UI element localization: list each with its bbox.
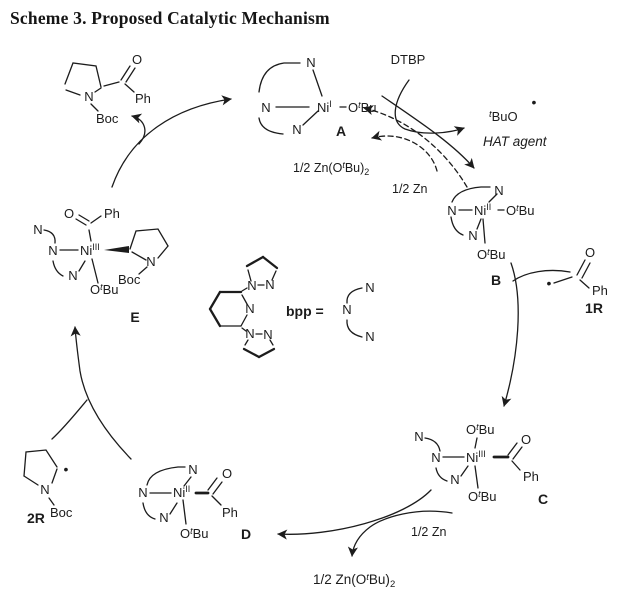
complex-a [259,55,377,139]
atom-n: N [33,222,43,237]
atom-o: O [131,52,143,67]
chelate-arc [53,261,63,276]
ring-bond [66,90,80,95]
atom-n: N [292,122,302,137]
ni-center: $Ni^{III}$ [80,242,100,258]
ring-bond [52,469,57,483]
species-2r [24,450,73,526]
atom-n: N [342,302,352,317]
boc-label: Boc [96,111,119,126]
chelate-arc [451,217,463,235]
tbuo-radical-label: $^t$BuO [489,109,518,124]
otbu-ligand: $O^tBu$ [468,489,497,504]
atom-o: O [221,466,233,481]
atom-o: O [520,432,532,447]
complex-d [138,462,251,542]
chelate-arc [452,187,490,202]
label-complex-a: A [335,123,347,139]
ring-bond [65,63,101,87]
bond [92,259,98,283]
atom-n: N [68,268,78,283]
bond [475,438,477,448]
ring-bond [210,292,220,309]
arrow-d-to-e [75,327,131,459]
chelate-arc [147,467,185,485]
label-complex-c: C [537,491,549,507]
merge-line-2r [52,400,87,439]
atom-o: O [584,245,596,260]
phenyl-label: Ph [135,91,151,106]
bond [212,496,221,505]
double-bond [582,263,590,278]
bond [313,70,322,96]
atom-n: N [263,327,273,342]
bond [170,503,177,514]
dtbp-label: DTBP [390,52,426,67]
atom-n: N [247,278,257,293]
phenyl-label: Ph [523,469,539,484]
bond [49,498,54,505]
dashed-hook-zn [372,136,437,171]
atom-n: N [138,485,148,500]
double-bond [76,219,86,225]
arrow-c-to-d [278,490,431,534]
boc-label: Boc [118,272,141,287]
complex-e [33,206,168,325]
bond [79,261,85,271]
bond [125,84,134,92]
ring-bond [24,476,38,485]
double-bond [213,482,222,494]
bond [104,82,119,86]
ring-bond [130,229,168,249]
label-1r: 1R [585,300,603,316]
otbu-ligand: $O^tBu$ [180,526,209,541]
chelate-arc [347,320,362,337]
zn-otbu2-top-label: 1/2 $Zn(O^tBu)_2$ [293,160,370,177]
atom-n: N [494,183,504,198]
scheme-title: Scheme 3. Proposed Catalytic Mechanism [10,8,330,28]
ring-bond [132,252,146,260]
otbu-ligand: $O^tBu$ [466,422,495,437]
chelate-arc [436,468,447,481]
double-bond [513,447,522,459]
chelate-arc [143,503,155,519]
double-bond [577,260,585,275]
label-complex-d: D [240,526,252,542]
bond [303,111,318,125]
otbu-ligand: $O^tBu$ [506,203,535,218]
bond [483,219,485,243]
arrow-product-release [132,116,145,144]
bpp-equals-label: bpp = [286,303,324,319]
bond [91,104,98,111]
ni-center: $Ni^{II}$ [474,202,492,218]
atom-n: N [365,280,375,295]
ring-bond [24,450,57,476]
arrow-e-to-a [112,99,231,187]
ni-center: $Ni^{III}$ [466,449,486,465]
bond [91,216,101,223]
bpp-ligand-key [210,257,375,357]
atom-n: N [159,510,169,525]
wedge-bond-ni-c2 [104,246,129,253]
bond [554,277,572,283]
atom-n: N [188,462,198,477]
atom-n: N [245,326,255,341]
double-bond [79,215,89,221]
radical-dot: • [546,275,552,291]
atom-n: N [265,277,275,292]
ring-bond [210,309,220,326]
bond [89,230,91,241]
complex-c [414,422,548,507]
tbuo-radical-dot: • [531,94,537,110]
ring-bond [244,349,259,357]
ring-bond [247,257,263,266]
atom-n: N [245,301,255,316]
label-complex-e: E [130,309,140,325]
atom-n: N [261,100,271,115]
atom-n: N [414,429,424,444]
ring-bond [158,246,168,258]
merge-line-1r [513,270,570,281]
half-zn-bottom-label: 1/2 Zn [411,525,447,539]
complex-b [447,183,534,288]
bond [512,461,520,470]
atom-n: N [431,450,441,465]
boc-label: Boc [50,505,73,520]
chelate-arc [44,230,55,243]
chelate-arc [259,63,300,92]
ring-bond [95,88,101,92]
atom-o: O [63,206,75,221]
ring-bond [241,315,247,326]
otbu-ligand: $O^tBu$ [90,282,119,297]
bond [461,466,468,476]
hat-agent-label: HAT agent [483,134,547,149]
ni-center: $Ni^I$ [317,99,332,115]
atom-n: N [450,472,460,487]
atom-n: N [48,243,58,258]
atom-n: N [447,203,457,218]
chelate-arc [259,118,283,134]
otbu-ligand: $O^tBu$ [348,100,377,115]
zn-otbu2-bottom-label: 1/2 $Zn(O^tBu)_2$ [313,572,396,590]
radical-dot: • [63,461,69,477]
phenyl-label: Ph [592,283,608,298]
otbu-ligand: $O^tBu$ [477,247,506,262]
half-zn-top-label: 1/2 Zn [392,182,428,196]
phenyl-label: Ph [222,505,238,520]
atom-n: N [306,55,316,70]
atom-n: N [84,89,94,104]
label-complex-b: B [490,272,502,288]
bond [183,500,186,524]
atom-n: N [468,228,478,243]
double-bond [208,478,217,490]
bond [580,280,589,288]
bond [242,288,247,291]
bond [475,466,478,488]
species-1r [547,245,608,316]
chelate-arc [347,288,362,303]
ni-center: $Ni^{II}$ [173,484,191,500]
ring-bond [259,349,274,357]
product-structure [65,52,151,126]
atom-n: N [40,482,50,497]
double-bond [508,443,517,455]
label-2r: 2R [27,510,45,526]
arrow-b-to-c [504,263,518,406]
atom-n: N [146,254,156,269]
phenyl-label: Ph [104,206,120,221]
ring-bond [263,257,277,268]
atom-n: N [365,329,375,344]
